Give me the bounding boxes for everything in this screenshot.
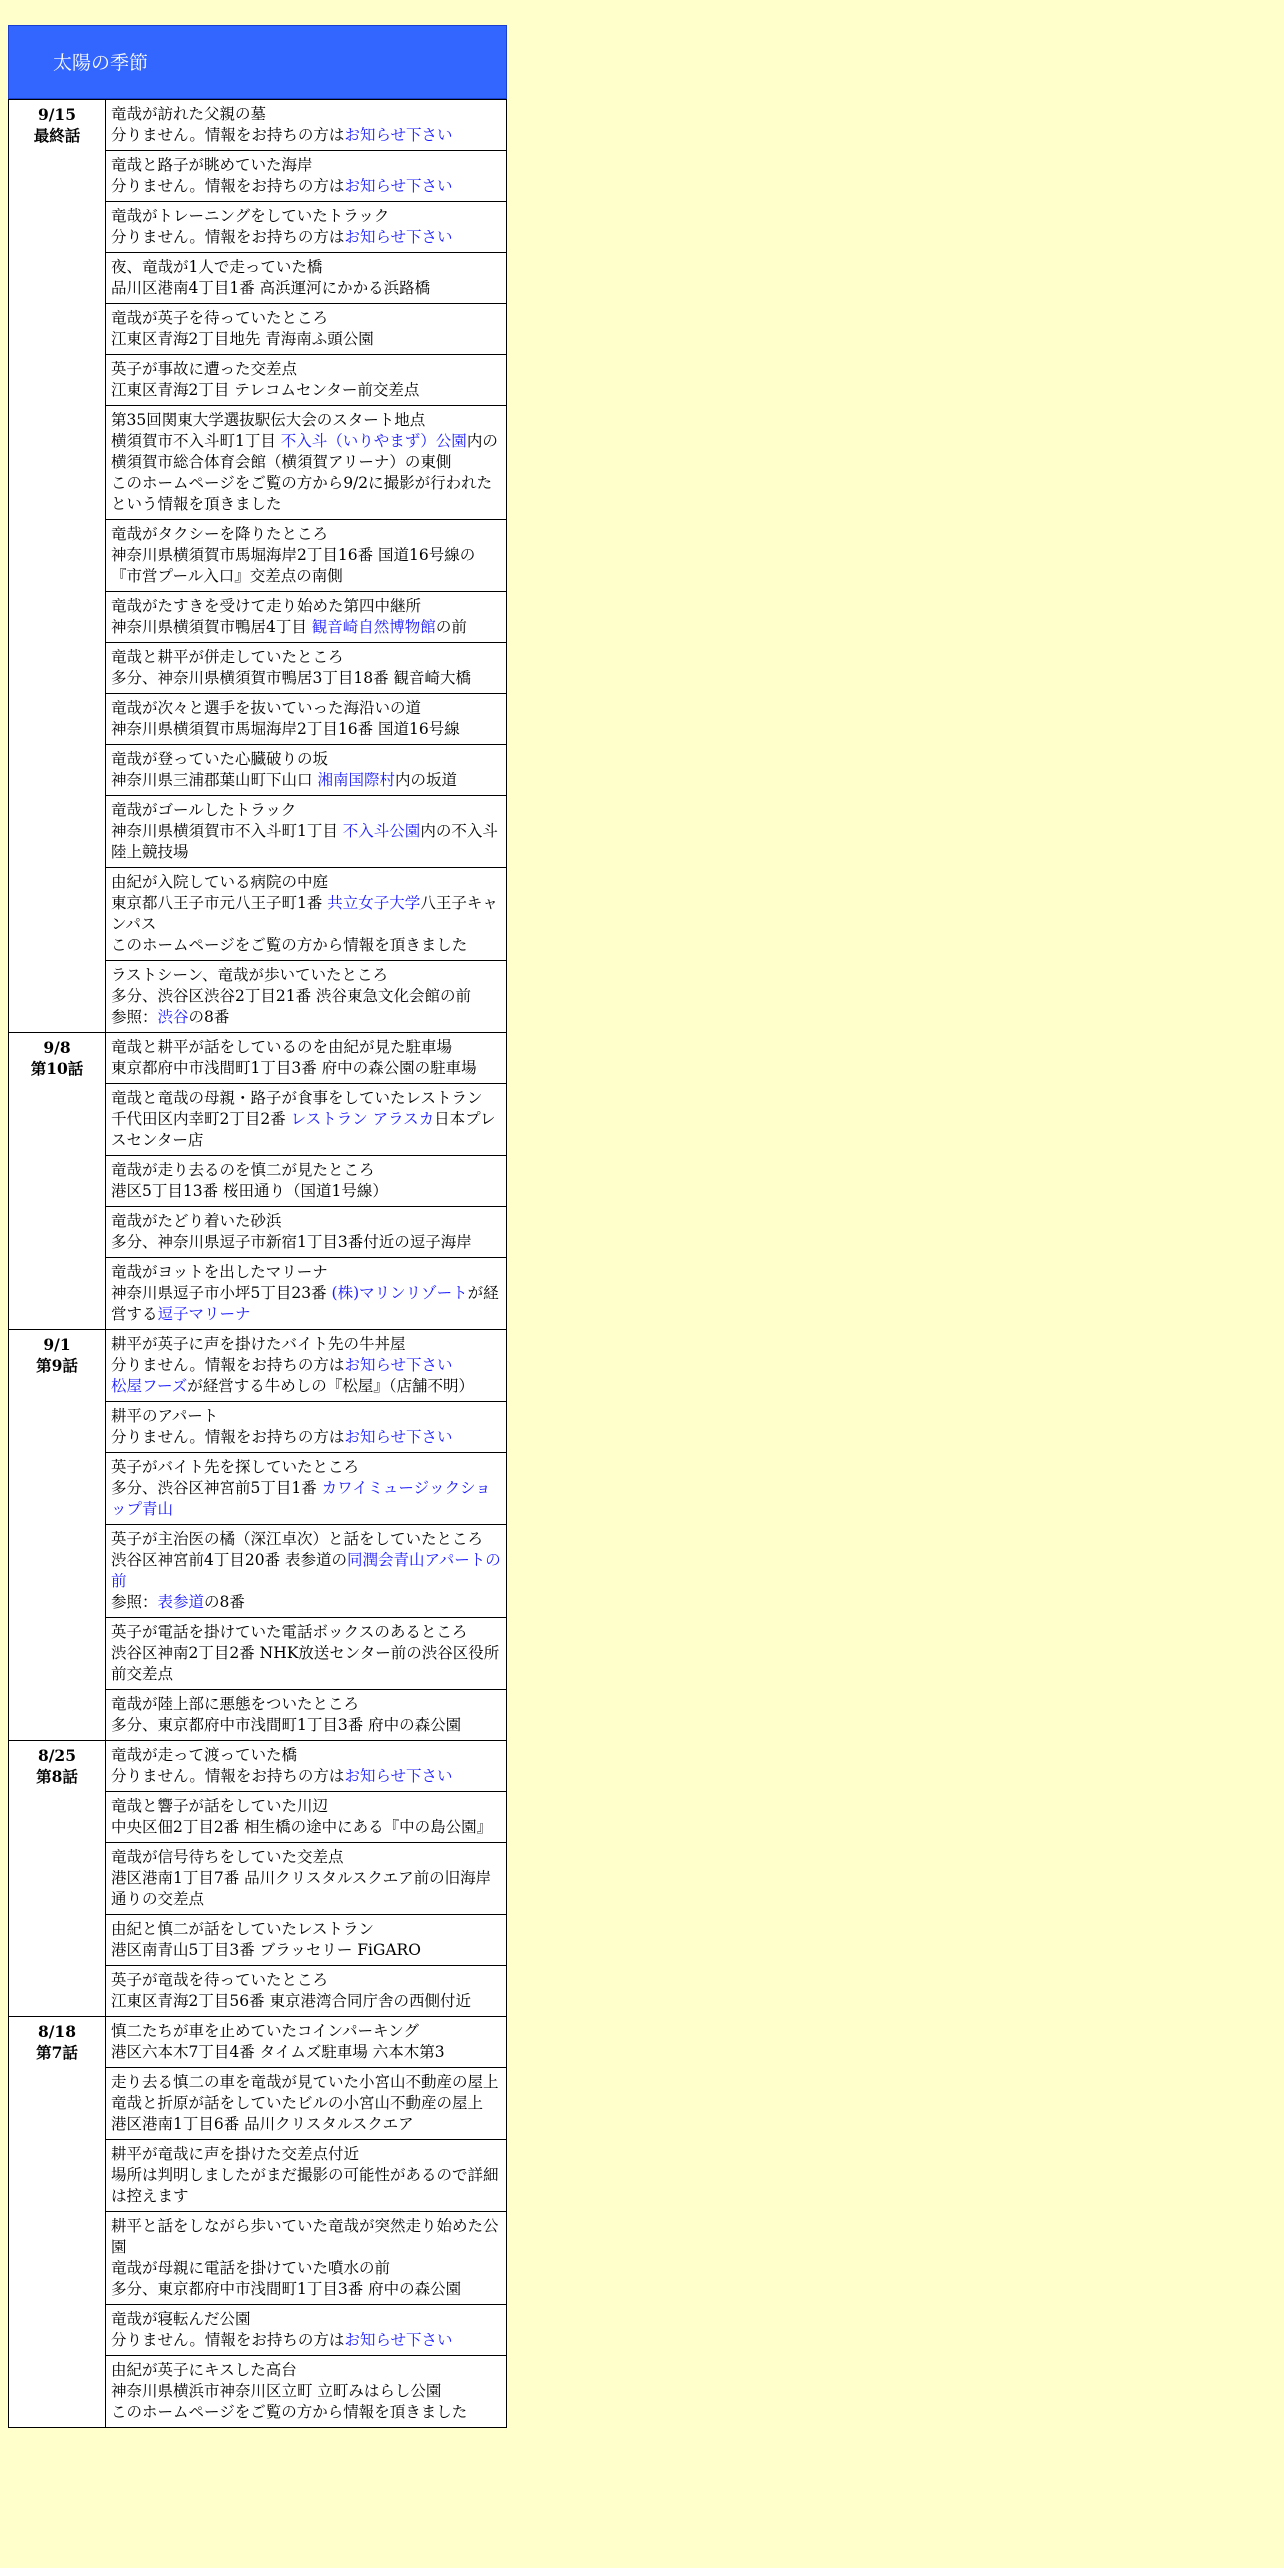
scene-description — [111, 2072, 501, 2093]
location-text: 神奈川県横須賀市馬堀海岸2丁目16番 国道16号線 — [111, 720, 460, 738]
location-text: 竜哉がゴールしたトラック — [111, 801, 297, 819]
location-detail — [111, 176, 501, 197]
location-text: 内の不入斗陸上競技場 — [111, 822, 498, 861]
location-cell — [106, 796, 507, 868]
location-link[interactable]: お知らせ下さい — [344, 1428, 453, 1446]
location-text: 内の横須賀市総合体育会館（横須賀アリーナ）の東側 — [111, 432, 498, 471]
location-text: 多分、渋谷区渋谷2丁目21番 渋谷東急文化会館の前 — [111, 987, 472, 1005]
scene-description — [111, 1529, 501, 1550]
scene-description — [111, 1160, 501, 1181]
scene-description — [111, 749, 501, 770]
location-link[interactable]: カワイミュージックショップ青山 — [111, 1479, 491, 1518]
location-cell — [106, 520, 507, 592]
location-text: 神奈川県逗子市小坪5丁目23番 — [111, 1284, 332, 1302]
scene-description — [111, 1211, 501, 1232]
scene-description — [111, 2144, 501, 2165]
scene-description — [111, 1037, 501, 1058]
location-text: 渋谷区神宮前4丁目20番 表参道の — [111, 1551, 348, 1569]
scene-description — [111, 1796, 501, 1817]
location-text: このホームページをご覧の方から情報を頂きました — [111, 2403, 468, 2421]
location-text: 由紀が入院している病院の中庭 — [111, 873, 329, 891]
location-text: 多分、東京都府中市浅間町1丁目3番 府中の森公園 — [111, 2280, 462, 2298]
location-text: 竜哉が訪れた父親の墓 — [111, 105, 267, 123]
scene-description — [111, 308, 501, 329]
location-text: 竜哉が陸上部に悪態をついたところ — [111, 1695, 360, 1713]
scene-description — [111, 1262, 501, 1283]
location-cell — [106, 2140, 507, 2212]
scene-description — [111, 647, 501, 668]
location-text: 竜哉と竜哉の母親・路子が食事をしていたレストラン — [111, 1089, 483, 1107]
scene-description — [111, 698, 501, 719]
location-cell — [106, 202, 507, 253]
scene-description — [111, 596, 501, 617]
scene-description — [111, 2021, 501, 2042]
location-text: 竜哉と耕平が併走していたところ — [111, 648, 344, 666]
location-text: 品川区港南4丁目1番 高浜運河にかかる浜路橋 — [111, 279, 431, 297]
location-text: 竜哉が英子を待っていたところ — [111, 309, 329, 327]
location-link[interactable]: 不入斗（いりやまず）公園 — [280, 432, 467, 450]
scene-description — [111, 1088, 501, 1109]
location-text: 竜哉がたすきを受けて走り始めた第四中継所 — [111, 597, 422, 615]
location-cell — [106, 2356, 507, 2428]
scene-description — [111, 2309, 501, 2330]
location-text: 東京都府中市浅間町1丁目3番 府中の森公園の駐車場 — [111, 1059, 477, 1077]
location-link[interactable]: 表参道 — [157, 1593, 205, 1611]
location-link[interactable]: お知らせ下さい — [344, 228, 453, 246]
location-text: 竜哉がヨットを出したマリーナ — [111, 1263, 328, 1281]
location-text: このホームページをご覧の方から情報を頂きました — [111, 936, 468, 954]
episode-date: 8/25 — [37, 1746, 77, 1765]
location-cell — [106, 1258, 507, 1330]
location-detail — [111, 1058, 501, 1079]
location-link[interactable]: 共立女子大学 — [327, 894, 421, 912]
location-text: 走り去る慎二の車を竜哉が見ていた小宮山不動産の屋上 — [111, 2073, 499, 2091]
location-text: 多分、神奈川県横須賀市鴨居3丁目18番 観音崎大橋 — [111, 669, 472, 687]
location-detail — [111, 1478, 501, 1520]
location-text: 港区港南1丁目6番 品川クリスタルスクエア — [111, 2115, 414, 2133]
location-text: 竜哉がたどり着いた砂浜 — [111, 1212, 282, 1230]
location-detail — [111, 2093, 501, 2114]
location-link[interactable]: お知らせ下さい — [344, 126, 453, 144]
location-cell — [106, 592, 507, 643]
scene-description — [111, 1334, 501, 1355]
location-text: 分りません。情報をお持ちの方は — [111, 1767, 345, 1785]
location-text: 神奈川県横浜市神奈川区立町 立町みはらし公園 — [111, 2382, 442, 2400]
location-text: 港区南青山5丁目3番 ブラッセリー FiGARO — [111, 1941, 421, 1959]
location-detail — [111, 2165, 501, 2207]
location-text: 竜哉がトレーニングをしていたトラック — [111, 207, 390, 225]
location-text: このホームページをご覧の方から9/2に撮影が行われたという情報を頂きました — [111, 474, 493, 513]
episode-date-cell — [9, 100, 106, 1033]
location-text: 場所は判明しましたがまだ撮影の可能性があるので詳細は控えます — [111, 2166, 499, 2205]
location-cell — [106, 406, 507, 520]
location-link[interactable]: 観音崎自然博物館 — [311, 618, 436, 636]
location-text: の8番 — [204, 1593, 245, 1611]
table-row — [9, 1741, 507, 1792]
episode-date: 9/15 — [37, 105, 77, 124]
location-cell — [106, 1915, 507, 1966]
scene-description — [111, 1919, 501, 1940]
location-text: 神奈川県横須賀市鴨居4丁目 — [111, 618, 312, 636]
episode-date: 9/1 — [43, 1335, 71, 1354]
location-detail — [111, 617, 501, 638]
location-detail — [111, 1940, 501, 1961]
location-link[interactable]: 逗子マリーナ — [157, 1305, 251, 1323]
location-detail — [111, 1427, 501, 1448]
location-detail — [111, 1283, 501, 1325]
location-detail — [111, 1550, 501, 1592]
location-cell — [106, 1084, 507, 1156]
location-text: 参照： — [111, 1593, 158, 1611]
location-cell — [106, 1618, 507, 1690]
location-detail — [111, 1355, 501, 1376]
scene-description — [111, 155, 501, 176]
location-link[interactable]: 湘南国際村 — [317, 771, 395, 789]
location-link[interactable]: お知らせ下さい — [344, 1767, 453, 1785]
location-link[interactable]: お知らせ下さい — [344, 1356, 453, 1374]
location-text: 多分、渋谷区神宮前5丁目1番 — [111, 1479, 322, 1497]
location-text: 港区六本木7丁目4番 タイムズ駐車場 六本木第3 — [111, 2043, 445, 2061]
episode-date-cell — [9, 1330, 106, 1741]
location-text: 江東区青海2丁目地先 青海南ふ頭公園 — [111, 330, 374, 348]
location-cell — [106, 694, 507, 745]
location-detail — [111, 545, 501, 587]
location-cell — [106, 2068, 507, 2140]
location-text: 分りません。情報をお持ちの方は — [111, 2331, 345, 2349]
location-detail — [111, 1715, 501, 1736]
location-text: 千代田区内幸町2丁目2番 — [111, 1110, 291, 1128]
scene-description — [111, 1694, 501, 1715]
scene-description — [111, 1745, 501, 1766]
location-text: の8番 — [188, 1008, 230, 1026]
episode-number: 第8話 — [36, 1767, 78, 1786]
location-text: 分りません。情報をお持ちの方は — [111, 126, 345, 144]
episode-number: 第7話 — [36, 2043, 78, 2062]
location-text: 八王子キャンパス — [111, 894, 498, 933]
location-text: 竜哉が信号待ちをしていた交差点 — [111, 1848, 344, 1866]
location-text: 神奈川県三浦郡葉山町下山口 — [111, 771, 318, 789]
episode-date-cell — [9, 2017, 106, 2428]
scene-description — [111, 524, 501, 545]
location-detail — [111, 1181, 501, 1202]
episode-number: 最終話 — [33, 126, 81, 145]
location-cell — [106, 868, 507, 961]
episode-date-cell — [9, 1741, 106, 2017]
location-text: 分りません。情報をお持ちの方は — [111, 1428, 345, 1446]
location-cell — [106, 961, 507, 1033]
location-text: 神奈川県横須賀市不入斗町1丁目 — [111, 822, 343, 840]
scene-description — [111, 1457, 501, 1478]
table-row — [9, 100, 507, 151]
location-detail — [111, 2330, 501, 2351]
location-cell — [106, 100, 507, 151]
scene-description — [111, 410, 501, 431]
location-table-body — [9, 100, 507, 2428]
location-text: 竜哉と折原が話をしていたビルの小宮山不動産の屋上 — [111, 2094, 484, 2112]
scene-description — [111, 1622, 501, 1643]
location-text: 竜哉が走って渡っていた橋 — [111, 1746, 298, 1764]
location-text: 夜、竜哉が1人で走っていた橋 — [111, 258, 323, 276]
location-cell — [106, 151, 507, 202]
location-detail — [111, 1109, 501, 1151]
location-text: 中央区佃2丁目2番 相生橋の途中にある『中の島公園』 — [111, 1818, 493, 1836]
location-detail — [111, 2114, 501, 2135]
scene-description — [111, 1847, 501, 1868]
scene-description — [111, 2216, 501, 2258]
location-text: 竜哉が次々と選手を抜いていった海沿いの道 — [111, 699, 422, 717]
location-text: 分りません。情報をお持ちの方は — [111, 177, 345, 195]
location-cell — [106, 2017, 507, 2068]
location-text: 渋谷区神南2丁目2番 NHK放送センター前の渋谷区役所前交差点 — [111, 1644, 500, 1683]
location-text: 江東区青海2丁目56番 東京港湾合同庁舎の西側付近 — [111, 1992, 472, 2010]
location-detail — [111, 125, 501, 146]
location-table — [8, 99, 507, 2428]
location-detail — [111, 473, 501, 515]
scene-description — [111, 359, 501, 380]
location-cell — [106, 253, 507, 304]
location-detail — [111, 278, 501, 299]
location-link[interactable]: お知らせ下さい — [344, 177, 453, 195]
scene-description — [111, 1406, 501, 1427]
location-detail — [111, 2279, 501, 2300]
location-text: 多分、東京都府中市浅間町1丁目3番 府中の森公園 — [111, 1716, 462, 1734]
location-cell — [106, 1966, 507, 2017]
location-cell — [106, 355, 507, 406]
location-detail — [111, 1817, 501, 1838]
location-link[interactable]: 不入斗公園 — [342, 822, 421, 840]
location-detail — [111, 2042, 501, 2063]
location-link[interactable]: お知らせ下さい — [344, 2331, 453, 2349]
episode-date: 8/18 — [37, 2022, 77, 2041]
location-detail — [111, 380, 501, 401]
location-cell — [106, 1402, 507, 1453]
episode-date-cell — [9, 1033, 106, 1330]
location-text: 由紀が英子にキスした高台 — [111, 2361, 297, 2379]
scene-description — [111, 257, 501, 278]
location-detail — [111, 1376, 501, 1397]
location-text: 英子が事故に遭った交差点 — [111, 360, 298, 378]
location-cell — [106, 1330, 507, 1402]
location-detail — [111, 2258, 501, 2279]
location-detail — [111, 431, 501, 473]
location-text: 竜哉が母親に電話を掛けていた噴水の前 — [111, 2259, 391, 2277]
location-detail — [111, 1007, 501, 1028]
location-text: 竜哉と路子が眺めていた海岸 — [111, 156, 313, 174]
episode-number: 第9話 — [36, 1356, 78, 1375]
table-row — [9, 1033, 507, 1084]
location-cell — [106, 1690, 507, 1741]
location-text: 第35回関東大学選抜駅伝大会のスタート地点 — [111, 411, 426, 429]
location-detail — [111, 1991, 501, 2012]
table-row — [9, 1330, 507, 1402]
location-text: 耕平が竜哉に声を掛けた交差点付近 — [111, 2145, 360, 2163]
location-cell — [106, 643, 507, 694]
location-text: 慎二たちが車を止めていたコインパーキング — [111, 2022, 419, 2040]
table-row — [9, 2017, 507, 2068]
location-cell — [106, 2305, 507, 2356]
location-text: が経営する — [111, 1284, 499, 1323]
location-cell — [106, 1156, 507, 1207]
location-detail — [111, 227, 501, 248]
location-cell — [106, 2212, 507, 2305]
location-cell — [106, 1792, 507, 1843]
location-text: 日本プレスセンター店 — [111, 1110, 496, 1149]
location-text: 多分、神奈川県逗子市新宿1丁目3番付近の逗子海岸 — [111, 1233, 472, 1251]
location-cell — [106, 1525, 507, 1618]
location-text: が経営する牛めしの『松屋』（店舗不明） — [187, 1377, 475, 1395]
location-text: 由紀と慎二が話をしていたレストラン — [111, 1920, 375, 1938]
location-detail — [111, 1643, 501, 1685]
location-detail — [111, 2381, 501, 2402]
location-text: 竜哉が登っていた心臓破りの坂 — [111, 750, 329, 768]
location-detail — [111, 1868, 501, 1910]
location-text: 耕平が英子に声を掛けたバイト先の牛丼屋 — [111, 1335, 406, 1353]
location-detail — [111, 668, 501, 689]
location-text: 英子が電話を掛けていた電話ボックスのあるところ — [111, 1623, 468, 1641]
location-detail — [111, 719, 501, 740]
location-cell — [106, 1741, 507, 1792]
location-text: 竜哉が走り去るのを慎二が見たところ — [111, 1161, 375, 1179]
location-link[interactable]: 松屋フーズ — [111, 1377, 188, 1395]
location-cell — [106, 1843, 507, 1915]
location-detail — [111, 1766, 501, 1787]
location-cell — [106, 304, 507, 355]
location-detail — [111, 821, 501, 863]
scene-description — [111, 104, 501, 125]
location-text: 東京都八王子市元八王子町1番 — [111, 894, 328, 912]
location-detail — [111, 1232, 501, 1253]
location-detail — [111, 770, 501, 791]
location-text: 竜哉と響子が話をしていた川辺 — [111, 1797, 329, 1815]
location-link[interactable]: 渋谷 — [157, 1008, 189, 1026]
location-text: 参照： — [111, 1008, 158, 1026]
location-cell — [106, 1033, 507, 1084]
location-text: 分りません。情報をお持ちの方は — [111, 228, 345, 246]
page-container — [8, 25, 507, 2428]
page-title: 太陽の季節 — [53, 52, 149, 74]
location-text: 耕平のアパート — [111, 1407, 219, 1425]
location-text: 英子が竜哉を待っていたところ — [111, 1971, 329, 1989]
location-text: 港区港南1丁目7番 品川クリスタルスクエア前の旧海岸通りの交差点 — [111, 1869, 492, 1908]
location-cell — [106, 1207, 507, 1258]
episode-date: 9/8 — [43, 1038, 71, 1057]
location-text: 竜哉が寝転んだ公園 — [111, 2310, 251, 2328]
location-text: 耕平と話をしながら歩いていた竜哉が突然走り始めた公園 — [111, 2217, 499, 2256]
location-text: の前 — [435, 618, 467, 636]
scene-description — [111, 800, 501, 821]
location-detail — [111, 935, 501, 956]
location-cell — [106, 1453, 507, 1525]
location-text: 内の坂道 — [394, 771, 457, 789]
location-text: 港区5丁目13番 桜田通り（国道1号線） — [111, 1182, 388, 1200]
location-text: 江東区青海2丁目 テレコムセンター前交差点 — [111, 381, 420, 399]
location-text: ラストシーン、竜哉が歩いていたところ — [111, 966, 388, 984]
location-detail — [111, 986, 501, 1007]
location-text: 英子が主治医の橘（深江卓次）と話をしていたところ — [111, 1530, 484, 1548]
location-detail — [111, 893, 501, 935]
scene-description — [111, 206, 501, 227]
location-text: 横須賀市不入斗町1丁目 — [111, 432, 281, 450]
page-title-bar — [8, 25, 507, 99]
location-text: 竜哉と耕平が話をしているのを由紀が見た駐車場 — [111, 1038, 453, 1056]
location-link[interactable]: (株)マリンリゾート — [331, 1284, 468, 1302]
episode-number: 第10話 — [30, 1059, 84, 1078]
scene-description — [111, 965, 501, 986]
location-detail — [111, 2402, 501, 2423]
location-link[interactable]: 同潤会青山アパートの前 — [111, 1551, 501, 1590]
location-text: 竜哉がタクシーを降りたところ — [111, 525, 329, 543]
location-cell — [106, 745, 507, 796]
location-link[interactable]: レストラン アラスカ — [290, 1110, 435, 1128]
scene-description — [111, 2360, 501, 2381]
location-text: 分りません。情報をお持ちの方は — [111, 1356, 345, 1374]
location-detail — [111, 329, 501, 350]
scene-description — [111, 1970, 501, 1991]
location-text: 神奈川県横須賀市馬堀海岸2丁目16番 国道16号線の『市営プール入口』交差点の南側 — [111, 546, 476, 585]
scene-description — [111, 872, 501, 893]
location-detail — [111, 1592, 501, 1613]
location-text: 英子がバイト先を探していたところ — [111, 1458, 360, 1476]
